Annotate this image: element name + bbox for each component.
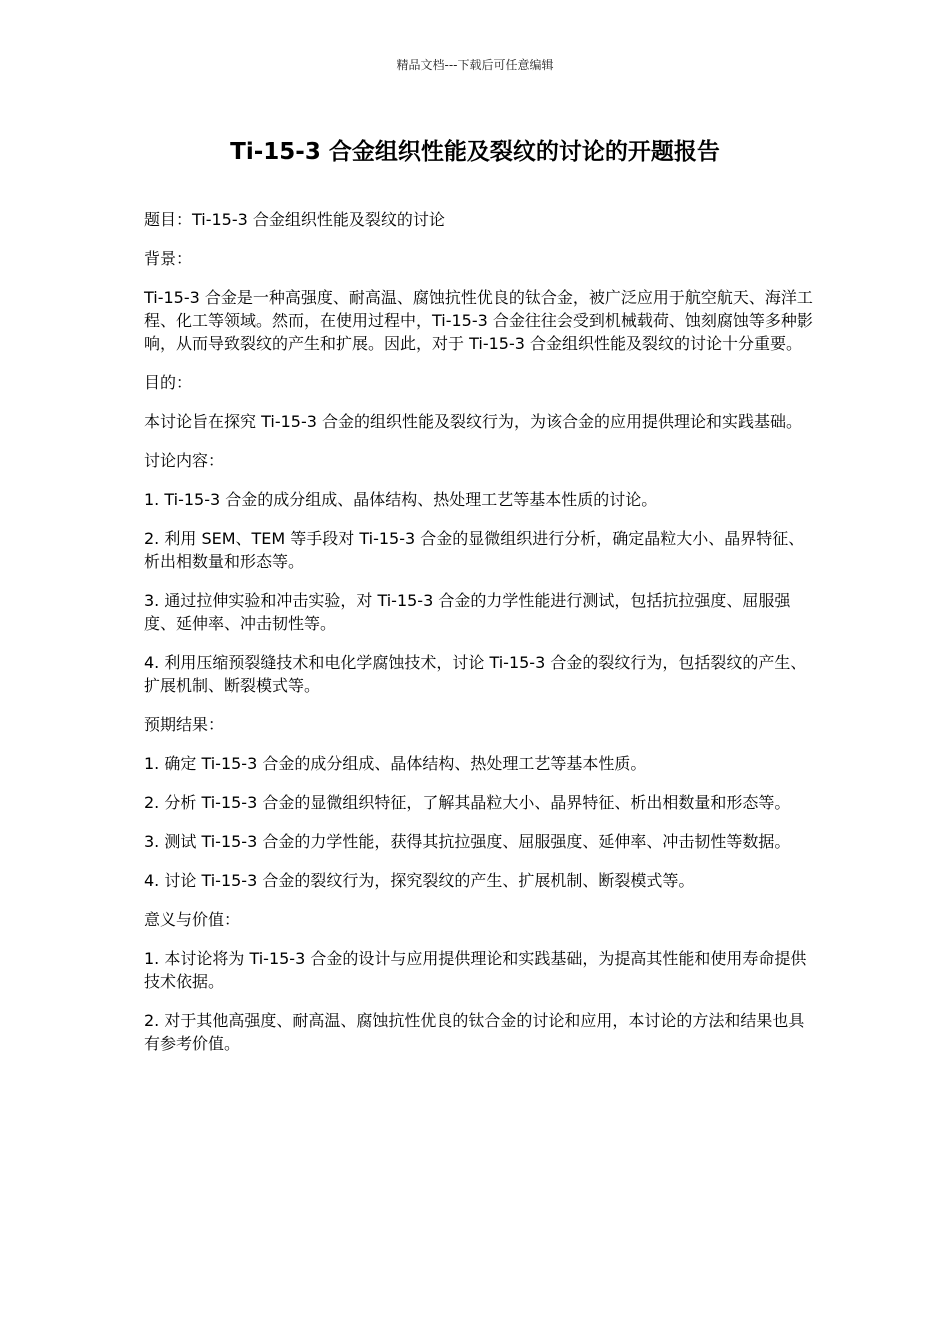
purpose-paragraph: 本讨论旨在探究 Ti-15-3 合金的组织性能及裂纹行为，为该合金的应用提供理论和实践基础。 <box>144 412 802 431</box>
result-item: 4. 讨论 Ti-15-3 合金的裂纹行为，探究裂纹的产生、扩展机制、断裂模式等。 <box>144 871 695 890</box>
section-heading-purpose: 目的： <box>144 373 193 392</box>
content-item: 3. 通过拉伸实验和冲击实验，对 Ti-15-3 合金的力学性能进行测试，包括抗拉强度、屈服强度、延伸率、冲击韧性等。 <box>144 591 791 633</box>
document-title: Ti-15-3 合金组织性能及裂纹的讨论的开题报告 <box>230 139 720 165</box>
section-heading-background: 背景： <box>144 249 193 268</box>
background-paragraph: Ti-15-3 合金是一种高强度、耐高温、腐蚀抗性优良的钛合金，被广泛应用于航空航天、海洋工程、化工等领域。然而，在使用过程中，Ti-15-3 合金往往会受到机械载荷、蚀刻腐蚀等多种影响，从而导致裂纹的产生和扩展。因此，对于 Ti-15-3 合金组织性能及裂纹的讨论十分重要。 <box>144 288 813 353</box>
result-item: 2. 分析 Ti-15-3 合金的显微组织特征，了解其晶粒大小、晶界特征、析出相数量和形态等。 <box>144 793 791 812</box>
content-item: 4. 利用压缩预裂缝技术和电化学腐蚀技术，讨论 Ti-15-3 合金的裂纹行为，包括裂纹的产生、扩展机制、断裂模式等。 <box>144 653 807 695</box>
result-item: 3. 测试 Ti-15-3 合金的力学性能，获得其抗拉强度、屈服强度、延伸率、冲击韧性等数据。 <box>144 832 791 851</box>
page-header: 精品文档---下载后可任意编辑 <box>396 58 554 72</box>
section-heading-content: 讨论内容： <box>144 451 225 470</box>
subject-line: 题目：Ti-15-3 合金组织性能及裂纹的讨论 <box>144 210 445 229</box>
significance-item: 2. 对于其他高强度、耐高温、腐蚀抗性优良的钛合金的讨论和应用，本讨论的方法和结果也具有参考价值。 <box>144 1011 805 1053</box>
content-item: 1. Ti-15-3 合金的成分组成、晶体结构、热处理工艺等基本性质的讨论。 <box>144 490 658 509</box>
document-body <box>144 208 816 1071</box>
section-heading-significance: 意义与价值： <box>144 910 241 929</box>
content-item: 2. 利用 SEM、TEM 等手段对 Ti-15-3 合金的显微组织进行分析，确定晶粒大小、晶界特征、析出相数量和形态等。 <box>144 529 805 571</box>
significance-item: 1. 本讨论将为 Ti-15-3 合金的设计与应用提供理论和实践基础，为提高其性能和使用寿命提供技术依据。 <box>144 949 807 991</box>
result-item: 1. 确定 Ti-15-3 合金的成分组成、晶体结构、热处理工艺等基本性质。 <box>144 754 647 773</box>
section-heading-expected-results: 预期结果： <box>144 715 225 734</box>
